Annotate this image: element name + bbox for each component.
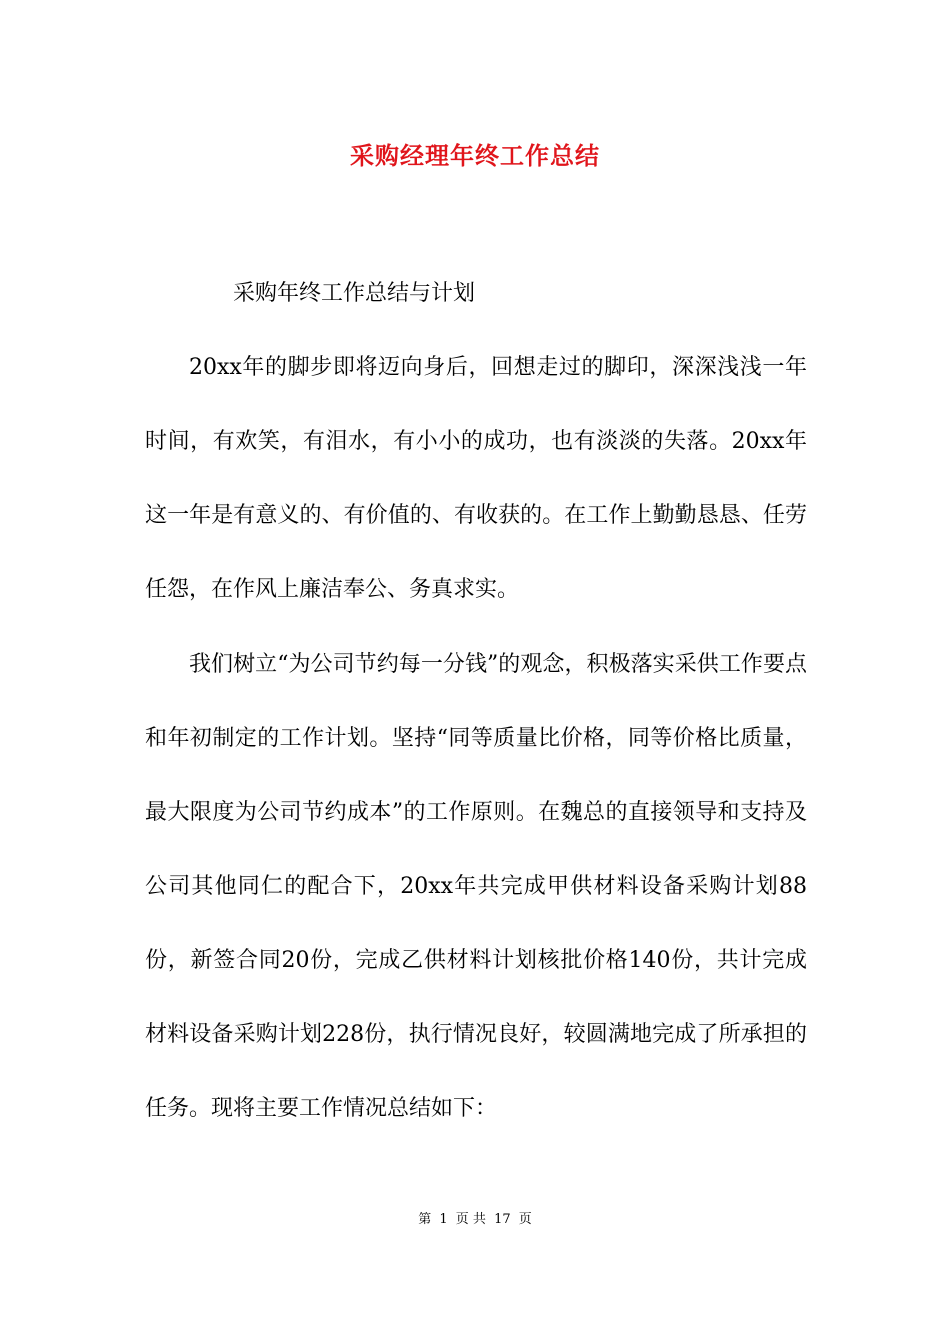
footer-suffix: 页 [518, 1212, 532, 1227]
document-title: 采购经理年终工作总结 [350, 142, 600, 170]
body-paragraph: 我们树立“为公司节约每一分钱”的观念，积极落实采供工作要点和年初制定的工作计划。坚持“同等质量比价格，同等价格比质量，最大限度为公司节约成本”的工作原则。在魏总的直接领导和支持及公司其他同仁的配合下，20xx年共完成甲供材料设备采购计划88份，新签合同20份，完成乙供材料计划核批价格140份，共计完成材料设备采购计划228份，执行情况良好，较圆满地完成了所承担的任务。现将主要工作情况总结如下： [145, 652, 807, 1121]
footer-middle: 页 共 [455, 1212, 486, 1227]
footer-total-pages: 17 [494, 1212, 511, 1227]
page-footer [0, 1208, 950, 1227]
footer-prefix: 第 [418, 1212, 432, 1227]
body-paragraph: 20xx年的脚步即将迈向身后，回想走过的脚印，深深浅浅一年时间，有欢笑，有泪水，有小小的成功，也有淡淡的失落。20xx年这一年是有意义的、有价值的、有收获的。在工作上勤勤恳恳、任劳任怨，在作风上廉洁奉公、务真求实。 [145, 355, 807, 602]
footer-current-page: 1 [439, 1212, 448, 1227]
document-subtitle: 采购年终工作总结与计划 [233, 281, 476, 306]
